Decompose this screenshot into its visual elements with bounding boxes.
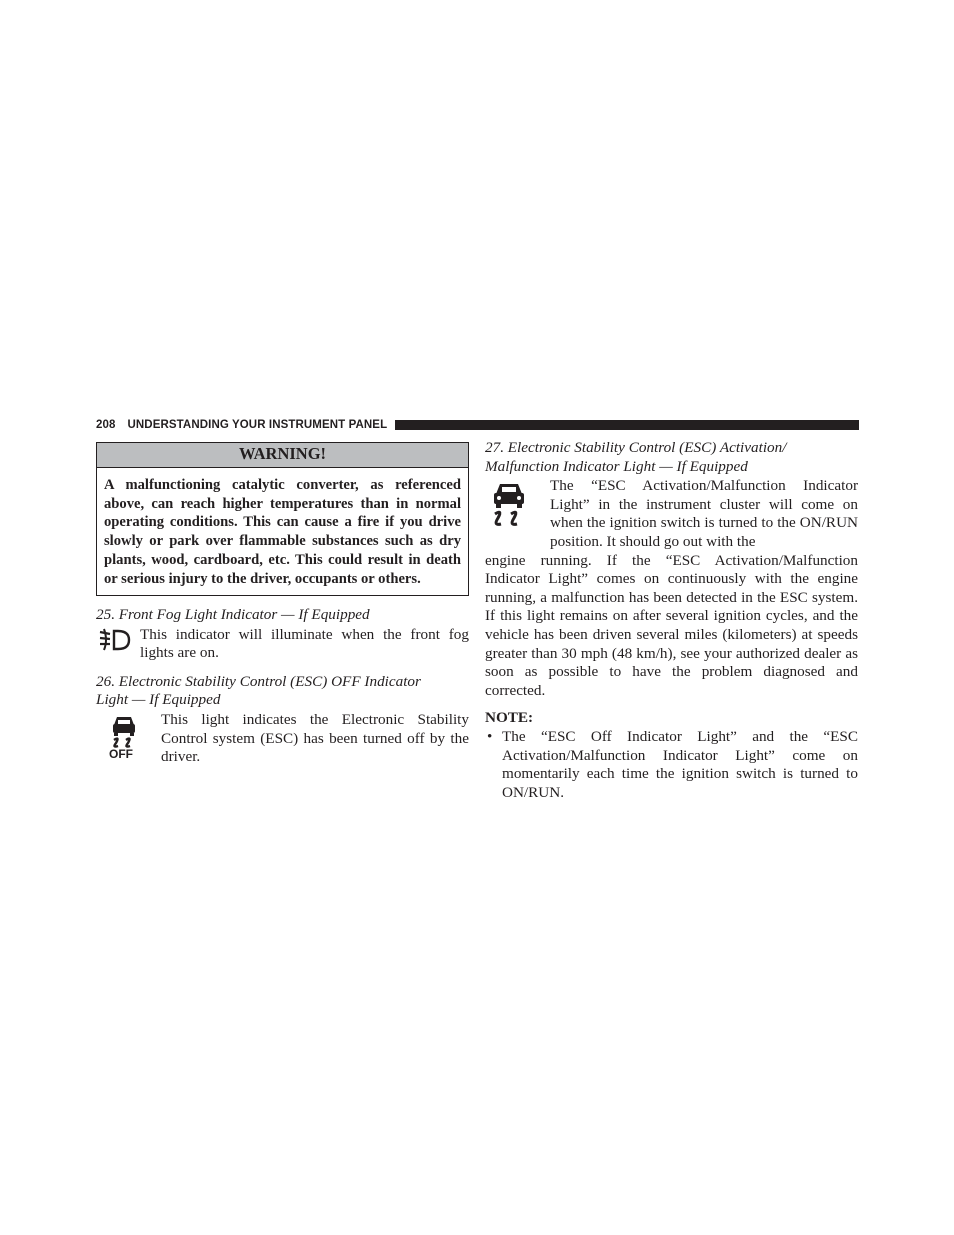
page-number: 208 xyxy=(96,419,116,431)
bullet-dot: • xyxy=(487,727,493,745)
item-27-text-beside-icon: The “ESC Activation/Malfunction Indicator Light” in the instrument cluster will come on when the ignition switch is turned to the ON/RUN position. It should go out with the xyxy=(550,477,858,550)
note-bullet xyxy=(485,728,858,802)
item-26-text: This light indicates the Electronic Stability Control system (ESC) has been turned off by the driver. xyxy=(161,711,469,766)
page-header xyxy=(96,417,859,433)
item-25-text: This indicator will illuminate when the front fog lights are on. xyxy=(140,625,469,662)
item-27 xyxy=(485,477,858,551)
esc-activation-icon xyxy=(489,481,531,529)
item-26-heading-line2: Light — If Equipped xyxy=(96,691,221,709)
front-fog-light-icon xyxy=(98,628,132,652)
note-bullet-text: The “ESC Off Indicator Light” and the “ESC Activation/Malfunction Indicator Light” come on momentarily each time the ignition switch is turned to ON/RUN. xyxy=(502,727,858,801)
header-rule xyxy=(395,420,859,430)
item-27-text-continued: engine running. If the “ESC Activation/Malfunction Indicator Light” comes on continuously with the engine running, a malfunction has been detected in the ESC system. If this light remains on after several ignition cycles, and the vehicle has been driven several miles (kilometers) at speeds greater than 30 mph (48 km/h), see your authorized dealer as soon as possible to have the problem diagnosed and corrected. xyxy=(485,551,858,699)
right-column xyxy=(485,439,858,802)
item-25-heading: 25. Front Fog Light Indicator — If Equipped xyxy=(96,606,370,624)
left-column xyxy=(96,442,469,771)
esc-off-label: OFF xyxy=(109,747,133,759)
warning-box xyxy=(96,442,469,596)
warning-text: A malfunctioning catalytic converter, as referenced above, can reach higher temperatures than in normal operating conditions. This can cause a fire if you drive slowly or park over flammable substances such as dry plants, wood, cardboard, etc. This could result in death or serious injury to the driver, occupants or others. xyxy=(104,477,461,587)
item-27-heading-line2: Malfunction Indicator Light — If Equipped xyxy=(485,457,748,475)
esc-off-icon xyxy=(108,713,140,759)
item-25 xyxy=(96,626,469,664)
section-title: UNDERSTANDING YOUR INSTRUMENT PANEL xyxy=(127,419,388,431)
item-26-heading-line1: 26. Electronic Stability Control (ESC) OFF Indicator xyxy=(96,672,421,690)
item-27-heading-line1: 27. Electronic Stability Control (ESC) Activation/ xyxy=(485,439,787,456)
note-label: NOTE: xyxy=(485,709,534,727)
warning-title: WARNING! xyxy=(97,443,468,468)
item-27-heading xyxy=(485,439,858,476)
item-26 xyxy=(96,711,469,771)
item-26-heading xyxy=(96,673,469,710)
